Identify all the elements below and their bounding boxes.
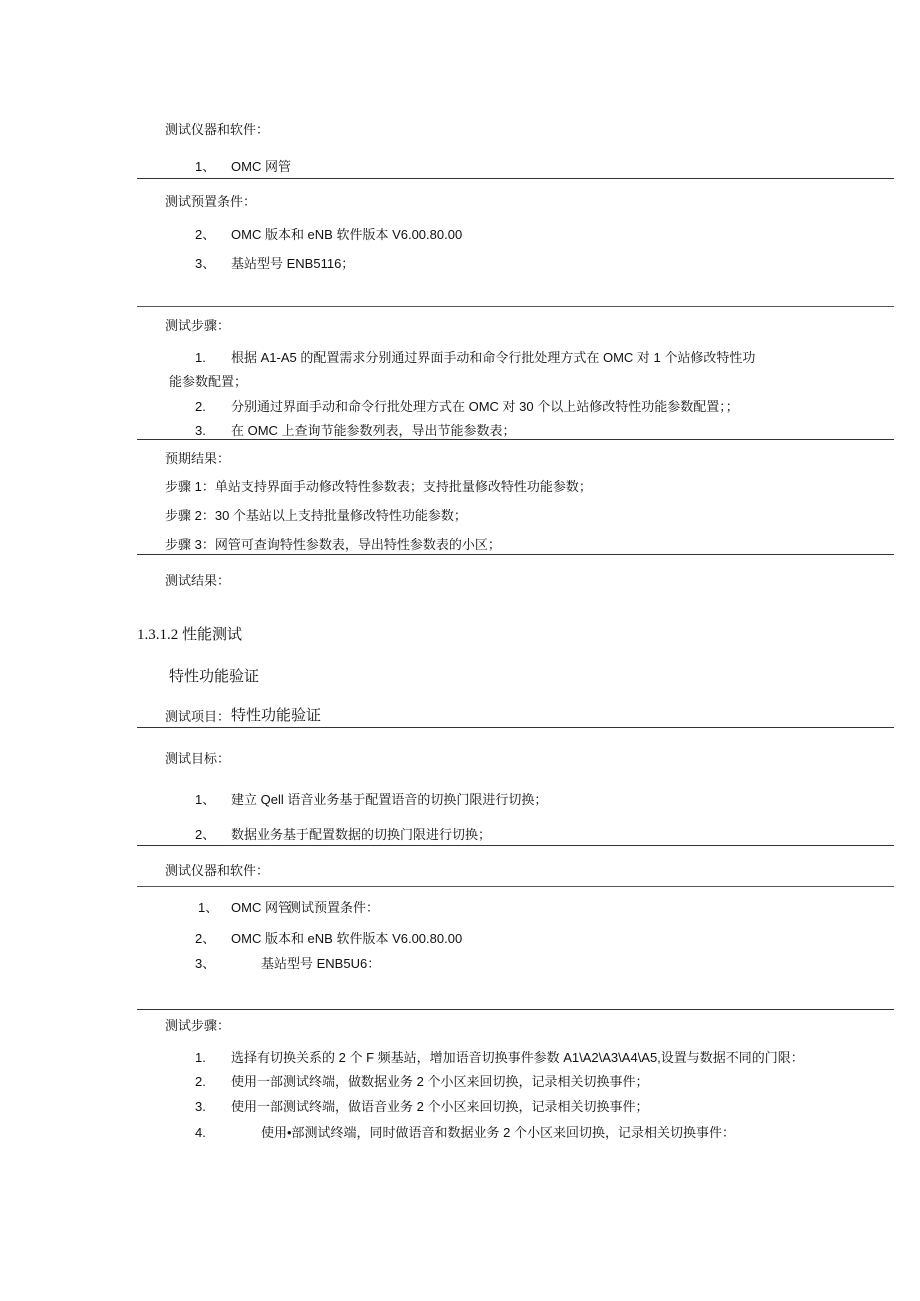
preconditions-heading: 测试预置条件：: [165, 194, 257, 209]
goal-num: 1、: [195, 792, 216, 807]
precondition-num: 2、: [195, 227, 216, 242]
goal-heading: 测试目标：: [165, 751, 231, 766]
divider: [137, 306, 894, 307]
step-text: 使用•部测试终端，同时做语音和数据业务 2 个小区来回切换，记录相关切换事件：: [261, 1125, 736, 1140]
steps-heading: 测试步骤：: [165, 1018, 231, 1033]
section-title: 1.3.1.2 性能测试: [137, 627, 243, 643]
steps-heading: 测试步骤：: [165, 318, 231, 333]
precondition-num: 3、: [195, 256, 216, 271]
test-item-label: 测试项目：: [165, 709, 231, 724]
precondition-text: OMC 版本和 eNB 软件版本 V6.00.80.00: [231, 227, 463, 242]
step-text-continuation: 能参数配置；: [169, 374, 248, 389]
step-text: 使用一部测试终端，做数据业务 2 个小区来回切换，记录相关切换事件；: [231, 1074, 649, 1089]
expected-line: 步骤 2：30 个基站以上支持批量修改特性功能参数；: [165, 508, 467, 523]
divider: [137, 886, 894, 887]
goal-num: 2、: [195, 827, 216, 842]
expected-line: 步骤 1：单站支持界面手动修改特性参数表；支持批量修改特性功能参数；: [165, 479, 592, 494]
test-item-value: 特性功能验证: [231, 708, 322, 724]
goal-text: 数据业务基于配置数据的切换门限进行切换；: [231, 827, 492, 842]
instrument-text: OMC 网管: [231, 159, 291, 174]
step-num: 1.: [195, 1050, 206, 1065]
result-heading: 测试结果：: [165, 573, 231, 588]
step-text: 在 OMC 上查询节能参数列表，导出节能参数表；: [231, 423, 516, 438]
instrument-text: OMC 网管: [231, 900, 291, 915]
goal-text: 建立 Qell 语音业务基于配置语音的切换门限进行切换；: [231, 792, 548, 807]
step-text: 根据 A1-A5 的配置需求分别通过界面手动和命令行批处理方式在 OMC 对 1 个站修改特性功: [231, 350, 756, 365]
precondition-text: 基站型号 ENB5U6：: [261, 956, 381, 971]
step-num: 4.: [195, 1125, 206, 1140]
instruments-heading: 测试仪器和软件：: [165, 122, 270, 137]
divider: [137, 1009, 894, 1010]
divider: [137, 727, 894, 728]
precondition-text: OMC 版本和 eNB 软件版本 V6.00.80.00: [231, 931, 463, 946]
precondition-num: 2、: [195, 931, 216, 946]
expected-heading: 预期结果：: [165, 451, 231, 466]
step-num: 3.: [195, 1099, 206, 1114]
step-text: 分别通过界面手动和命令行批处理方式在 OMC 对 30 个以上站修改特性功能参数配置；；: [231, 399, 739, 414]
divider: [137, 439, 894, 440]
precondition-num: 3、: [195, 956, 216, 971]
precondition-text: 基站型号 ENB5116；: [231, 256, 355, 271]
preconditions-heading: 测试预置条件：: [288, 900, 380, 915]
step-num: 3.: [195, 423, 206, 438]
instruments-heading: 测试仪器和软件：: [165, 863, 270, 878]
expected-line: 步骤 3：网管可查询特性参数表，导出特性参数表的小区；: [165, 537, 501, 552]
step-num: 2.: [195, 399, 206, 414]
divider: [137, 554, 894, 555]
step-text: 选择有切换关系的 2 个 F 频基站，增加语音切换事件参数 A1\A2\A3\A4\A5,设置与数据不同的门限：: [231, 1050, 804, 1065]
divider: [137, 845, 894, 846]
subsection-title: 特性功能验证: [169, 669, 260, 685]
instrument-num: 1、: [198, 900, 219, 915]
step-num: 2.: [195, 1074, 206, 1089]
instrument-num: 1、: [195, 159, 216, 174]
step-num: 1.: [195, 350, 206, 365]
divider: [137, 178, 894, 179]
step-text: 使用一部测试终端，做语音业务 2 个小区来回切换，记录相关切换事件；: [231, 1099, 649, 1114]
